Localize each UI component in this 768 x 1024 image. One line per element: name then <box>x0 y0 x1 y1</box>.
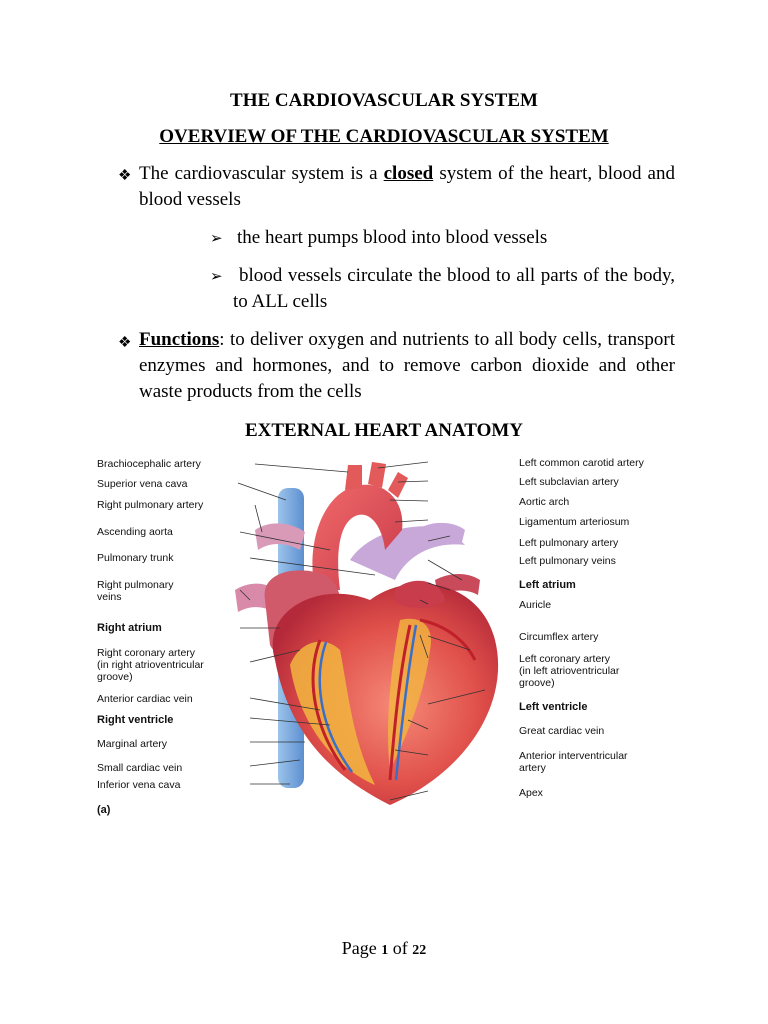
footer-of-word: of <box>388 938 413 958</box>
footer-total-pages: 22 <box>412 943 427 958</box>
arrow-bullet-icon: ➢ <box>210 231 223 247</box>
label-ascending-aorta: Ascending aorta <box>97 526 173 538</box>
label-anterior-cardiac-vein: Anterior cardiac vein <box>97 693 193 705</box>
functions-text: : to deliver oxygen and nutrients to all body cells, transport enzymes and hormones, and to remove carbon dioxide and other waste products from the cells <box>139 329 675 402</box>
label-circumflex-artery: Circumflex artery <box>519 631 599 643</box>
label-right-pulmonary-veins-1: Right pulmonary <box>97 579 174 591</box>
label-left-pulmonary-artery: Left pulmonary artery <box>519 537 619 549</box>
label-anterior-interventricular-artery-2: artery <box>519 762 546 774</box>
label-left-pulmonary-veins: Left pulmonary veins <box>519 555 616 567</box>
label-right-coronary-artery-3: groove) <box>97 671 133 683</box>
diamond-bullet-icon: ❖ <box>118 335 132 351</box>
bullet1-prefix: The cardiovascular system is a <box>139 163 384 184</box>
label-left-coronary-artery-2: (in left atrioventricular <box>519 665 620 677</box>
label-anterior-interventricular-artery-1: Anterior interventricular <box>519 750 628 762</box>
label-left-coronary-artery-3: groove) <box>519 677 555 689</box>
label-small-cardiac-vein: Small cardiac vein <box>97 762 183 774</box>
brachiocephalic-artery-shape <box>345 465 362 490</box>
label-right-coronary-artery-2: (in right atrioventricular <box>97 659 204 671</box>
label-left-atrium: Left atrium <box>519 579 576 591</box>
label-right-pulmonary-artery: Right pulmonary artery <box>97 499 204 511</box>
label-right-ventricle: Right ventricle <box>97 714 174 726</box>
label-left-common-carotid-artery: Left common carotid artery <box>519 457 644 469</box>
label-left-coronary-artery-1: Left coronary artery <box>519 653 611 665</box>
label-superior-vena-cava: Superior vena cava <box>97 478 188 490</box>
external-anatomy-heading: EXTERNAL HEART ANATOMY <box>244 420 524 441</box>
carotid-artery-shape <box>368 462 386 488</box>
label-aortic-arch: Aortic arch <box>519 496 570 508</box>
heart-anatomy-figure <box>90 450 690 830</box>
label-left-ventricle: Left ventricle <box>519 701 588 713</box>
document-title: THE CARDIOVASCULAR SYSTEM <box>230 90 538 111</box>
functions-term: Functions <box>139 329 220 350</box>
bullet1-suffix: system of the heart, blood and blood vessels <box>139 163 675 210</box>
label-figure-a: (a) <box>97 804 111 816</box>
sub-point-vessels-circulate: blood vessels circulate the blood to all parts of the body, to ALL cells <box>233 265 675 312</box>
label-left-subclavian-artery: Left subclavian artery <box>519 476 619 488</box>
label-inferior-vena-cava: Inferior vena cava <box>97 779 181 791</box>
overview-heading: OVERVIEW OF THE CARDIOVASCULAR SYSTEM <box>159 126 609 147</box>
label-ligamentum-arteriosum: Ligamentum arteriosum <box>519 516 630 528</box>
label-marginal-artery: Marginal artery <box>97 738 168 750</box>
label-great-cardiac-vein: Great cardiac vein <box>519 725 605 737</box>
page-footer <box>0 938 768 959</box>
bullet-paragraph-functions <box>139 327 675 405</box>
subclavian-artery-shape <box>388 472 408 498</box>
label-right-pulmonary-veins-2: veins <box>97 591 122 603</box>
bullet-paragraph-closed-system <box>139 161 675 213</box>
label-right-atrium: Right atrium <box>97 622 162 634</box>
label-auricle: Auricle <box>519 599 552 611</box>
label-brachiocephalic-artery: Brachiocephalic artery <box>97 458 201 470</box>
label-right-coronary-artery-1: Right coronary artery <box>97 647 196 659</box>
arrow-bullet-icon: ➢ <box>210 269 223 285</box>
bullet1-emphasis: closed <box>383 163 434 184</box>
label-pulmonary-trunk: Pulmonary trunk <box>97 552 174 564</box>
label-apex: Apex <box>519 787 543 799</box>
sub-point-heart-pumps: the heart pumps blood into blood vessels <box>237 227 548 248</box>
footer-page-number: 1 <box>381 943 389 958</box>
footer-page-word: Page <box>341 938 382 958</box>
diamond-bullet-icon: ❖ <box>118 168 132 184</box>
